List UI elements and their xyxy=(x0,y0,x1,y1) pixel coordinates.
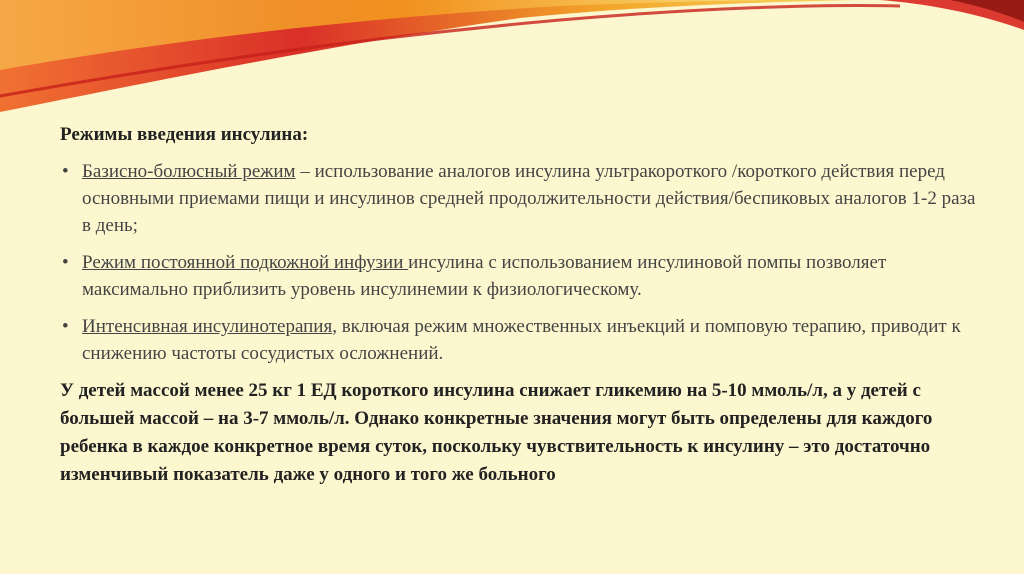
summary-paragraph: У детей массой менее 25 кг 1 ЕД короткого инсулина снижает гликемию на 5-10 ммоль/л, а у детей с большей массой – на 3-7 ммоль/л. Однако конкретные значения могут быть определены для каждого ребенка в каждое конкретное время суток, поскольку чувствительность к инсулину – это достаточно изменчивый показатель даже у одного и того же больного xyxy=(60,380,933,485)
slide-heading: Режимы введения инсулина: xyxy=(60,124,309,145)
bullet-text: , включая режим множественных инъекций и помповую терапию, приводит к снижению частоты сосудистых осложнений. xyxy=(82,316,961,364)
bullet-term: Режим постоянной подкожной инфузии xyxy=(82,252,409,273)
slide-content xyxy=(60,124,980,489)
decorative-swoosh xyxy=(0,0,1024,140)
bullet-term: Интенсивная инсулинотерапия xyxy=(82,316,333,337)
bullet-text: – использование аналогов инсулина ультракороткого /короткого действия перед основными приемами пищи и инсулинов средней продолжительности действия/беспиковых аналогов 1-2 раза в день; xyxy=(82,161,976,236)
bullet-glyph: • xyxy=(62,161,69,182)
bullet-glyph: • xyxy=(62,316,69,337)
bullet-list xyxy=(60,158,980,367)
bullet-item xyxy=(60,158,980,239)
bullet-item xyxy=(60,249,980,303)
bullet-item xyxy=(60,313,980,367)
bullet-term: Базисно-болюсный режим xyxy=(82,161,296,182)
bullet-glyph: • xyxy=(62,252,69,273)
bullet-text: инсулина с использованием инсулиновой помпы позволяет максимально приблизить уровень инсулинемии к физиологическому. xyxy=(82,252,887,300)
